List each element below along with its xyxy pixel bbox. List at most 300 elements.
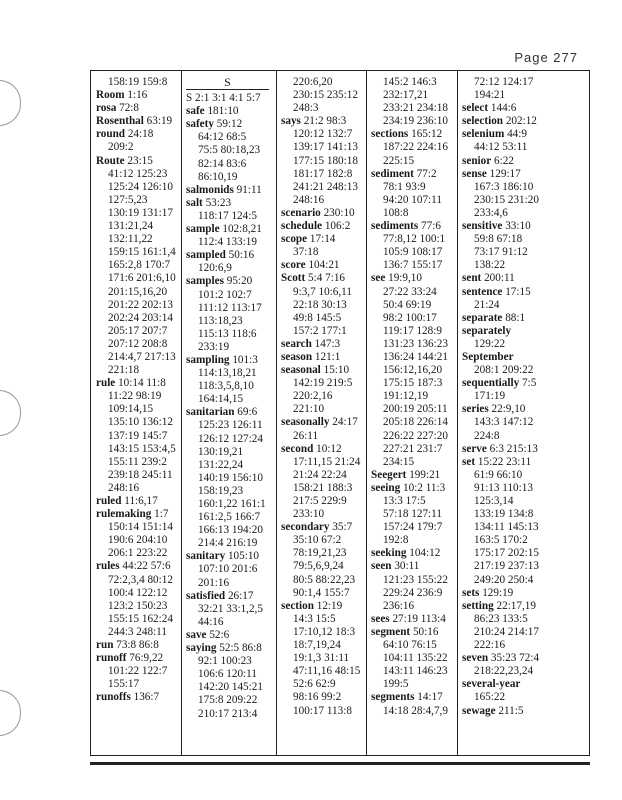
- page-line-references: 104:21: [308, 259, 340, 272]
- index-entry: [186, 629, 275, 642]
- page-line-references: 133:19 134:8: [474, 508, 534, 521]
- index-continuation-line: [281, 495, 365, 508]
- index-continuation-line: [96, 76, 180, 89]
- page-line-references: 101:3: [232, 353, 258, 366]
- index-continuation-line: [281, 574, 365, 587]
- index-term: sanitarian: [186, 406, 235, 419]
- index-term: satisfied: [186, 589, 226, 602]
- index-term: seeing: [371, 481, 401, 494]
- index-term: sampled: [186, 249, 226, 262]
- index-continuation-line: [462, 89, 588, 102]
- index-term: sections: [371, 128, 409, 141]
- index-term: select: [462, 102, 489, 115]
- page-line-references: 177:15 180:18: [293, 154, 358, 167]
- index-continuation-line: [96, 600, 180, 613]
- page-line-references: 52:5 86:8: [219, 642, 262, 655]
- index-term: Scott: [281, 272, 306, 285]
- page-line-references: 106:6 120:11: [198, 668, 257, 681]
- index-term: runoffs: [96, 691, 131, 704]
- page-line-references: 158:21 188:3: [293, 481, 353, 494]
- index-continuation-line: [186, 472, 275, 485]
- index-continuation-line: [371, 416, 456, 429]
- index-entry: [186, 550, 275, 563]
- page-line-references: 158:19 159:8: [108, 76, 168, 88]
- index-entry: [462, 705, 588, 718]
- page-line-references: 80:5 88:22,23: [293, 573, 356, 586]
- page-line-references: 248:3: [293, 102, 319, 115]
- index-continuation-line: [96, 587, 180, 600]
- index-continuation-line: [186, 563, 275, 576]
- index-term: segment: [371, 625, 411, 638]
- index-continuation-line: [96, 456, 180, 469]
- index-entry: [281, 521, 365, 534]
- page-line-references: 50:16: [412, 625, 439, 638]
- index-term: several-year: [462, 678, 521, 691]
- index-term: sequentially: [462, 377, 520, 390]
- index-continuation-line: [186, 681, 275, 694]
- page-line-references: 11:6,17: [124, 495, 158, 507]
- page-line-references: 6:3 215:13: [489, 442, 538, 455]
- index-continuation-line: [96, 443, 180, 456]
- index-continuation-line: [281, 678, 365, 691]
- index-continuation-line: [96, 416, 180, 429]
- index-continuation-line: [186, 380, 275, 393]
- index-continuation-line: [462, 194, 588, 207]
- page-line-references: 64:10 76:15: [383, 639, 437, 652]
- index-entry: [96, 89, 180, 102]
- page-line-references: 236:16: [383, 599, 415, 612]
- page-line-references: 52:6: [209, 628, 230, 641]
- page-line-references: 143:11 146:23: [383, 665, 448, 678]
- index-entry: [462, 168, 588, 181]
- index-entry: [462, 443, 588, 456]
- index-continuation-line: [371, 639, 456, 652]
- page-line-references: 41:12 125:23: [108, 167, 168, 180]
- index-continuation-line: [462, 626, 588, 639]
- index-continuation-line: [186, 158, 275, 171]
- page-line-references: 211:5: [498, 704, 524, 717]
- index-term: Route: [96, 154, 125, 167]
- page-line-references: 72:12 124:17: [474, 76, 534, 88]
- index-continuation-line: [186, 171, 275, 184]
- page-line-references: 175:17 202:15: [474, 547, 539, 560]
- index-continuation-line: [462, 338, 588, 351]
- index-continuation-line: [96, 547, 180, 560]
- page-line-references: 109:14,15: [108, 403, 154, 416]
- page-line-references: 249:20 250:4: [474, 573, 534, 586]
- page-line-references: 248:16: [293, 193, 325, 206]
- index-entry: [186, 105, 275, 118]
- index-continuation-line: [96, 665, 180, 678]
- index-term: rulemaking: [96, 508, 152, 521]
- index-entry: [462, 377, 588, 390]
- column-divider: [366, 70, 367, 756]
- index-continuation-line: [96, 403, 180, 416]
- index-continuation-line: [186, 144, 275, 157]
- page-line-references: 210:17 213:4: [198, 707, 258, 720]
- index-entry: [462, 678, 588, 691]
- index-continuation-line: [96, 272, 180, 285]
- index-term: separately: [462, 324, 512, 337]
- index-continuation-line: [96, 312, 180, 325]
- index-column-1: [96, 76, 180, 752]
- index-continuation-line: [281, 89, 365, 102]
- page-line-references: 13:3 17:5: [383, 495, 426, 507]
- page-line-references: 121:1: [314, 350, 341, 363]
- page-line-references: 6:22: [494, 154, 514, 167]
- page-line-references: 115:13 118:6: [198, 327, 257, 340]
- page-line-references: 17:14: [309, 233, 336, 246]
- index-entry: [371, 626, 456, 639]
- index-continuation-line: [462, 364, 588, 377]
- index-term: segments: [371, 691, 415, 704]
- index-term: series: [462, 403, 489, 416]
- page-line-references: 44:16: [198, 615, 224, 628]
- index-continuation-line: [462, 390, 588, 403]
- page-line-references: 112:4 133:19: [198, 236, 257, 249]
- index-continuation-line: [462, 534, 588, 547]
- index-entry: [281, 416, 365, 429]
- index-continuation-line: [186, 433, 275, 446]
- page-line-references: 1:7: [154, 508, 169, 521]
- page-line-references: 150:14 151:14: [108, 521, 173, 534]
- page-line-references: 118:17 124:5: [198, 209, 257, 222]
- index-term: sees: [371, 612, 390, 625]
- index-entry: [281, 272, 365, 285]
- page-line-references: 224:8: [474, 429, 500, 442]
- page-line-references: 159:15 161:1,4: [108, 246, 176, 259]
- page-line-references: 175:8 209:22: [198, 694, 258, 707]
- index-continuation-line: [462, 246, 588, 259]
- index-continuation-line: [281, 312, 365, 325]
- page-line-references: 171:19: [474, 390, 506, 403]
- page-line-references: 136:7 155:17: [383, 259, 443, 272]
- index-term: says: [281, 115, 301, 128]
- index-entry: [96, 495, 180, 508]
- page-line-references: 187:22 224:16: [383, 141, 448, 154]
- page-line-references: 72:8: [119, 102, 139, 115]
- page-line-references: 131:22,24: [198, 458, 244, 471]
- page-line-references: 143:3 147:12: [474, 416, 534, 429]
- page-line-references: 164:14,15: [198, 393, 244, 406]
- page-line-references: 106:2: [324, 220, 351, 233]
- index-entry: [462, 587, 588, 600]
- index-continuation-line: [96, 181, 180, 194]
- page-line-references: 191:12,19: [383, 390, 429, 403]
- page-line-references: 78:19,21,23: [293, 547, 347, 560]
- index-term: selection: [462, 115, 504, 128]
- page-line-references: 155:11 239:2: [108, 455, 167, 468]
- index-continuation-line: [96, 286, 180, 299]
- page-line-references: 181:17 182:8: [293, 167, 353, 180]
- page-line-references: 10:12: [316, 442, 342, 455]
- index-term: September: [462, 350, 514, 363]
- page-line-references: 244:3 248:11: [108, 625, 167, 638]
- index-continuation-line: [96, 338, 180, 351]
- index-continuation-line: [281, 560, 365, 573]
- index-continuation-line: [462, 233, 588, 246]
- index-entry: [281, 351, 365, 364]
- page-line-references: 59:12: [216, 118, 243, 131]
- index-term: ruled: [96, 495, 122, 507]
- index-continuation-line: [371, 312, 456, 325]
- page-line-references: 27:22 33:24: [383, 285, 437, 298]
- page-line-references: 24:17: [332, 416, 358, 429]
- column-divider: [457, 70, 458, 756]
- index-continuation-line: [371, 390, 456, 403]
- page-line-references: 104:11 135:22: [383, 652, 448, 665]
- index-term: safety: [186, 118, 214, 131]
- index-continuation-line: [186, 289, 275, 302]
- page-line-references: 14:18 28:4,7,9: [383, 704, 448, 717]
- index-entry: [371, 272, 456, 285]
- page-line-references: 108:8: [383, 206, 409, 219]
- index-continuation-line: [186, 302, 275, 315]
- page-line-references: S 2:1 3:1 4:1 5:7: [186, 92, 261, 105]
- index-continuation-line: [186, 603, 275, 616]
- page-line-references: 202:24 203:14: [108, 311, 173, 324]
- index-continuation-line: [371, 665, 456, 678]
- page-line-references: 44:12 53:11: [474, 141, 528, 154]
- index-entry: [371, 560, 456, 573]
- page-line-references: 22:17,19: [496, 599, 536, 612]
- page-line-references: 88:1: [505, 311, 526, 324]
- index-entry: [371, 168, 456, 181]
- page-line-references: 233:19: [198, 340, 230, 353]
- page-line-references: 21:24: [474, 298, 500, 311]
- index-term: runoff: [96, 652, 127, 665]
- page-line-references: 157:24 179:7: [383, 521, 443, 534]
- index-continuation-line: [371, 299, 456, 312]
- index-continuation-line: [186, 446, 275, 459]
- page-line-references: 98:16 99:2: [293, 691, 342, 704]
- index-continuation-line: [186, 131, 275, 144]
- index-continuation-line: [96, 482, 180, 495]
- index-continuation-line: [281, 469, 365, 482]
- index-continuation-line: [281, 691, 365, 704]
- index-entry: [186, 406, 275, 419]
- page-line-references: 98:2 100:17: [383, 311, 437, 324]
- page-line-references: 121:23 155:22: [383, 573, 448, 586]
- index-term: save: [186, 628, 207, 641]
- page-line-references: 233:4,6: [474, 206, 508, 219]
- page-line-references: 201:22 202:13: [108, 298, 173, 311]
- index-term: separate: [462, 311, 503, 324]
- page-line-references: 69:6: [237, 406, 258, 419]
- page-line-references: 132:11,22: [108, 233, 153, 246]
- index-continuation-line: [186, 577, 275, 590]
- page-line-references: 190:6 204:10: [108, 534, 168, 547]
- page-line-references: 221:10: [293, 403, 325, 416]
- page-line-references: 156:12,16,20: [383, 364, 443, 377]
- page-line-references: 225:15: [383, 154, 415, 167]
- page-line-references: 144:6: [490, 102, 517, 115]
- page-line-references: 155:15 162:24: [108, 612, 173, 625]
- index-term: salmonids: [186, 183, 234, 196]
- page-line-references: 140:19 156:10: [198, 471, 263, 484]
- index-term: sediment: [371, 167, 414, 180]
- page-line-references: 142:19 219:5: [293, 377, 353, 390]
- index-term: section: [281, 599, 314, 612]
- page-line-references: 171:6 201:6,10: [108, 272, 176, 285]
- index-term: sensitive: [462, 220, 503, 233]
- page-line-references: 131:23 136:23: [383, 337, 448, 350]
- page-line-references: 101:22 122:7: [108, 665, 168, 678]
- page-line-references: 22:9,10: [491, 403, 526, 416]
- index-continuation-line: [462, 207, 588, 220]
- page-line-references: 105:10: [227, 550, 260, 563]
- index-entry: [96, 377, 180, 390]
- index-term: seasonal: [281, 364, 321, 377]
- index-continuation-line: [462, 574, 588, 587]
- index-column-2: [186, 76, 275, 752]
- page-line-references: 129:22: [474, 337, 506, 350]
- index-continuation-line: [96, 430, 180, 443]
- page-line-references: 73:8 86:8: [116, 639, 159, 652]
- index-continuation-line: [462, 508, 588, 521]
- section-letter-heading: S: [186, 76, 269, 90]
- index-entry: [186, 642, 275, 655]
- index-continuation-line: [462, 482, 588, 495]
- index-term: set: [462, 455, 476, 468]
- index-term: saying: [186, 642, 217, 655]
- index-continuation-line: [462, 469, 588, 482]
- page-line-references: 165:12: [411, 128, 443, 141]
- index-term: sampling: [186, 353, 230, 366]
- page-line-references: 105:9 108:17: [383, 246, 443, 259]
- page-line-references: 158:19,23: [198, 484, 244, 497]
- index-continuation-line: [281, 155, 365, 168]
- index-continuation-line: [371, 587, 456, 600]
- index-term: Seegert: [371, 468, 407, 481]
- index-entry: [462, 652, 588, 665]
- index-entry: [281, 207, 365, 220]
- index-entry: [281, 443, 365, 456]
- index-continuation-line: [186, 341, 275, 354]
- index-continuation-line: [371, 495, 456, 508]
- page-line-references: 123:2 150:23: [108, 599, 168, 612]
- index-entry: [462, 403, 588, 416]
- index-entry: [186, 590, 275, 603]
- page-line-references: 138:22: [474, 259, 506, 272]
- page-line-references: 86:10,19: [198, 170, 238, 183]
- index-term: sewage: [462, 704, 496, 717]
- page-line-references: 248:16: [108, 481, 140, 494]
- page-line-references: 239:18 245:11: [108, 468, 173, 481]
- index-term: scope: [281, 233, 308, 246]
- index-continuation-line: [96, 678, 180, 691]
- page-line-references: 10:2 11:3: [403, 481, 446, 494]
- index-continuation-line: [462, 299, 588, 312]
- index-term: run: [96, 639, 114, 652]
- page-line-references: 23:15: [127, 154, 153, 167]
- page-line-references: 78:1 93:9: [383, 180, 426, 193]
- index-term: rule: [96, 377, 116, 390]
- page-line-references: 35:23 72:4: [490, 652, 540, 665]
- page-line-references: 63:19: [146, 115, 173, 128]
- page-line-references: 226:22 227:20: [383, 429, 448, 442]
- index-continuation-line: [96, 233, 180, 246]
- index-continuation-line: [281, 181, 365, 194]
- index-entry: [371, 482, 456, 495]
- index-entry: [96, 652, 180, 665]
- index-term: sense: [462, 167, 487, 180]
- page-line-references: 15:22 23:11: [477, 455, 532, 468]
- index-entry: [462, 600, 588, 613]
- index-continuation-line: [186, 668, 275, 681]
- index-continuation-line: [96, 574, 180, 587]
- index-continuation-line: [96, 521, 180, 534]
- page-line-references: 12:19: [316, 599, 343, 612]
- index-entry: [281, 233, 365, 246]
- page-line-references: 44:22 57:6: [122, 560, 171, 573]
- index-continuation-line: [462, 560, 588, 573]
- index-continuation-line: [371, 102, 456, 115]
- page-line-references: 230:15 235:12: [293, 89, 358, 102]
- page-line-references: 199:21: [409, 468, 441, 481]
- index-continuation-line: [371, 364, 456, 377]
- column-divider: [181, 70, 182, 756]
- index-continuation-line: [371, 259, 456, 272]
- page-line-references: 163:5 170:2: [474, 534, 528, 547]
- page-line-references: 5:4 7:16: [308, 272, 346, 285]
- page-line-references: 218:22,23,24: [474, 665, 534, 678]
- page-line-references: 157:2 177:1: [293, 324, 347, 337]
- index-entry: [462, 128, 588, 141]
- page-number: Page 277: [514, 50, 578, 65]
- page-line-references: 35:10 67:2: [293, 534, 342, 547]
- index-entry: [281, 259, 365, 272]
- page-line-references: 227:21 231:7: [383, 442, 443, 455]
- index-entry: [462, 220, 588, 233]
- page-line-references: 75:5 80:18,23: [198, 144, 261, 157]
- index-continuation-line: [281, 613, 365, 626]
- index-continuation-line: [281, 246, 365, 259]
- index-continuation-line: [186, 210, 275, 223]
- page-line-references: 107:10 201:6: [198, 563, 258, 576]
- page-line-references: 10:14 11:8: [118, 377, 166, 390]
- page-line-references: 241:21 248:13: [293, 180, 358, 193]
- page-line-references: 181:10: [207, 105, 239, 118]
- page-line-references: 129:17: [489, 167, 521, 180]
- page-line-references: 21:2 98:3: [303, 115, 347, 128]
- index-continuation-line: [281, 325, 365, 338]
- page-line-references: 130:19 131:17: [108, 206, 173, 219]
- page-line-references: 7:5: [522, 377, 537, 390]
- page-line-references: 49:8 145:5: [293, 311, 342, 324]
- index-continuation-line: [186, 708, 275, 721]
- index-continuation-line: [281, 482, 365, 495]
- page-line-references: 209:2: [108, 141, 134, 154]
- index-entry: [371, 128, 456, 141]
- page-line-references: 217:5 229:9: [293, 495, 347, 507]
- index-term: secondary: [281, 521, 330, 534]
- index-term: rosa: [96, 102, 117, 115]
- index-continuation-line: [462, 547, 588, 560]
- index-continuation-line: [371, 325, 456, 338]
- index-continuation-line: [462, 141, 588, 154]
- index-continuation-line: [281, 626, 365, 639]
- page-line-references: 92:1 100:23: [198, 655, 252, 668]
- index-continuation-line: [371, 403, 456, 416]
- page-line-references: 234:15: [383, 455, 415, 468]
- index-continuation-line: [371, 115, 456, 128]
- page-line-references: 125:24 126:10: [108, 180, 173, 193]
- index-continuation-line: [186, 459, 275, 472]
- punch-hole: [0, 390, 21, 436]
- index-continuation-line: [371, 207, 456, 220]
- index-continuation-line: [281, 534, 365, 547]
